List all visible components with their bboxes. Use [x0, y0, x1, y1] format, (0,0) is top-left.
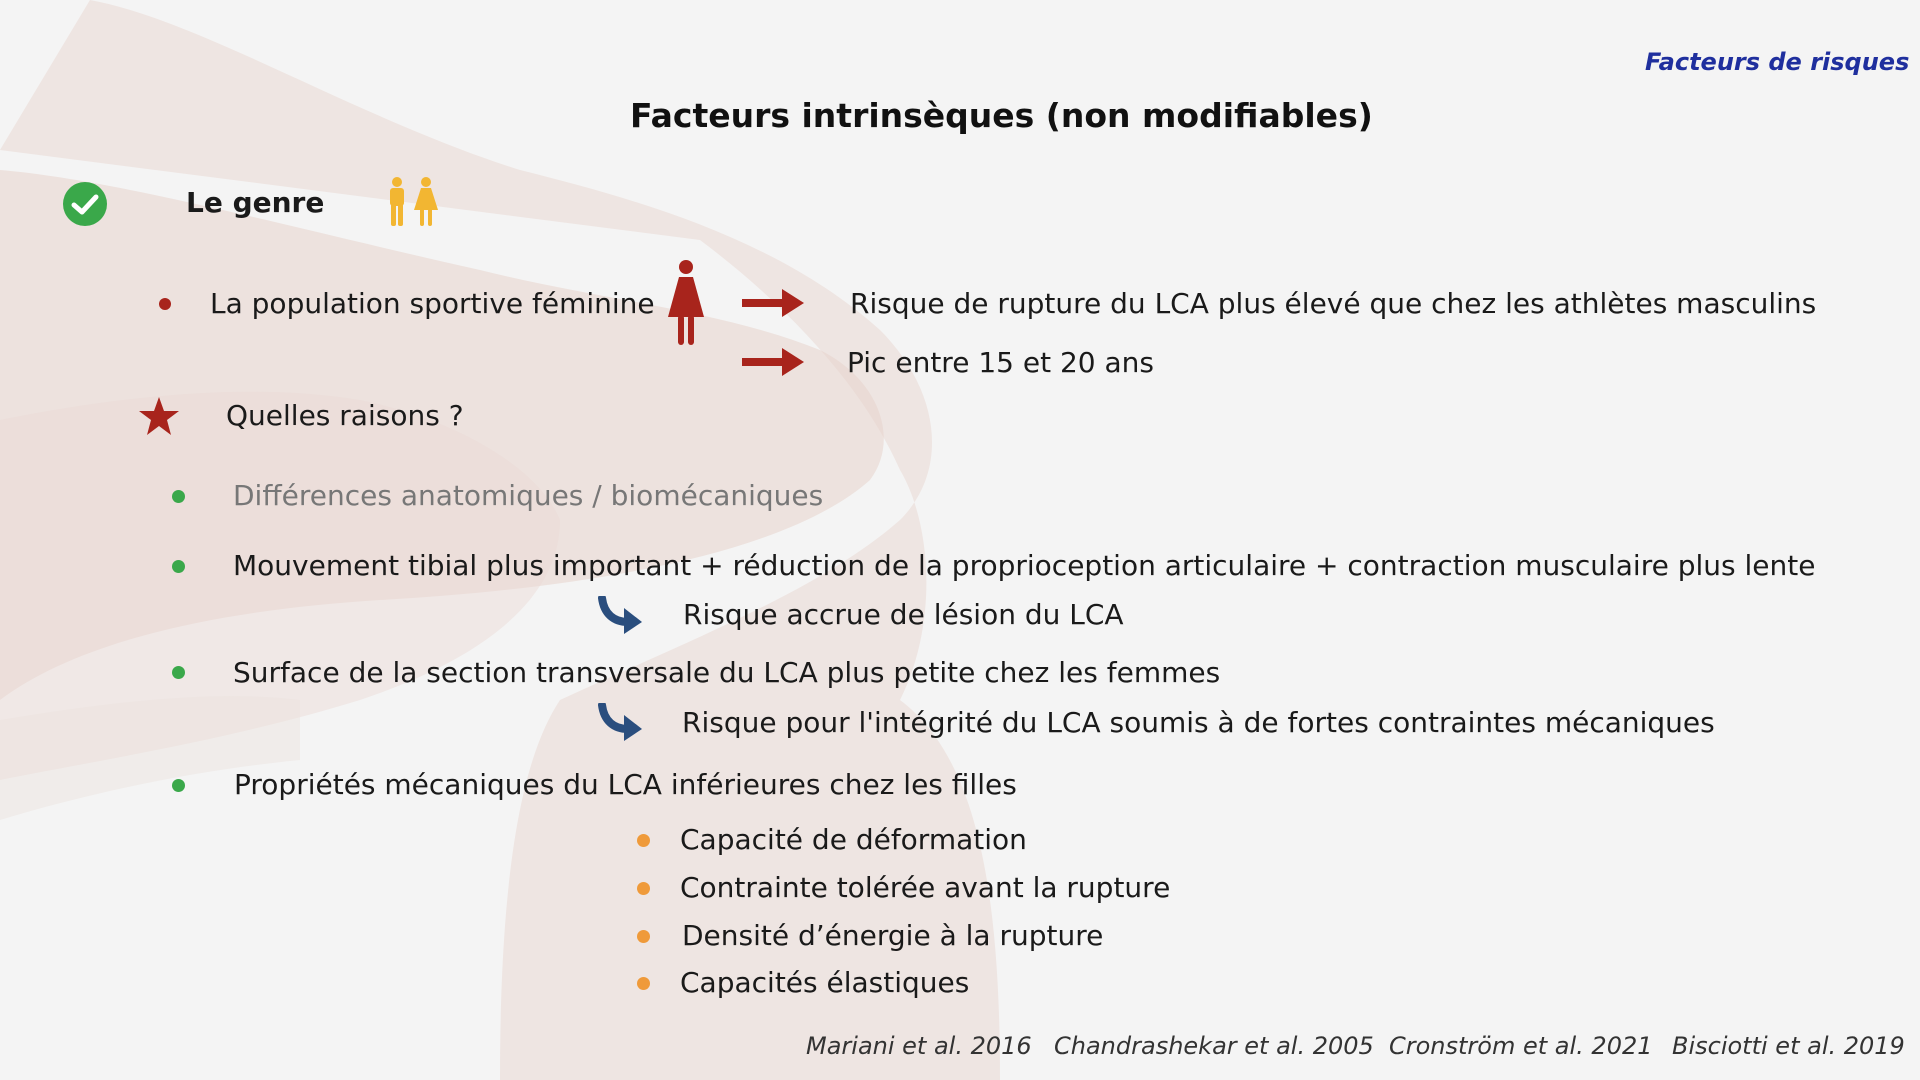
reference: Mariani et al. 2016	[806, 1032, 1032, 1060]
reference: Cronström et al. 2021	[1389, 1032, 1653, 1060]
check-circle-icon	[62, 181, 108, 227]
bullet-dot	[159, 298, 171, 310]
reference: Bisciotti et al. 2019	[1672, 1032, 1905, 1060]
reasons-label: Quelles raisons ?	[226, 399, 464, 432]
sub-item-4: Capacités élastiques	[680, 966, 970, 999]
bullet-dot	[637, 834, 650, 847]
arrow-right-icon	[742, 348, 804, 376]
bullet-dot	[637, 977, 650, 990]
reason-item-1: Différences anatomiques / biomécaniques	[233, 479, 824, 512]
reason-item-4: Propriétés mécaniques du LCA inférieures chez les filles	[234, 768, 1017, 801]
reference: Chandrashekar et al. 2005	[1054, 1032, 1374, 1060]
population-label: La population sportive féminine	[210, 287, 655, 320]
sub-item-3: Densité d’énergie à la rupture	[682, 919, 1104, 952]
bullet-dot	[637, 930, 650, 943]
woman-icon	[664, 259, 708, 347]
genre-label: Le genre	[186, 186, 325, 219]
bullet-dot	[172, 779, 185, 792]
population-consequence-2: Pic entre 15 et 20 ans	[847, 346, 1154, 379]
bullet-dot	[172, 666, 185, 679]
bullet-dot	[172, 560, 185, 573]
arrow-right-icon	[742, 289, 804, 317]
curved-arrow-icon	[598, 703, 644, 741]
reason-item-2: Mouvement tibial plus important + réduction de la proprioception articulaire + contraction musculaire plus lente	[233, 549, 1816, 582]
star-icon	[138, 396, 180, 436]
reason-consequence-1: Risque accrue de lésion du LCA	[683, 598, 1124, 631]
reason-item-3: Surface de la section transversale du LCA plus petite chez les femmes	[233, 656, 1221, 689]
reason-consequence-2: Risque pour l'intégrité du LCA soumis à de fortes contraintes mécaniques	[682, 706, 1715, 739]
curved-arrow-icon	[598, 596, 644, 634]
sub-item-1: Capacité de déformation	[680, 823, 1027, 856]
man-woman-icon	[386, 176, 442, 232]
population-consequence-1: Risque de rupture du LCA plus élevé que chez les athlètes masculins	[850, 287, 1817, 320]
section-title: Facteurs de risques	[1645, 48, 1910, 76]
bullet-dot	[172, 490, 185, 503]
sub-item-2: Contrainte tolérée avant la rupture	[680, 871, 1171, 904]
bullet-dot	[637, 882, 650, 895]
slide-title: Facteurs intrinsèques (non modifiables)	[630, 96, 1373, 135]
